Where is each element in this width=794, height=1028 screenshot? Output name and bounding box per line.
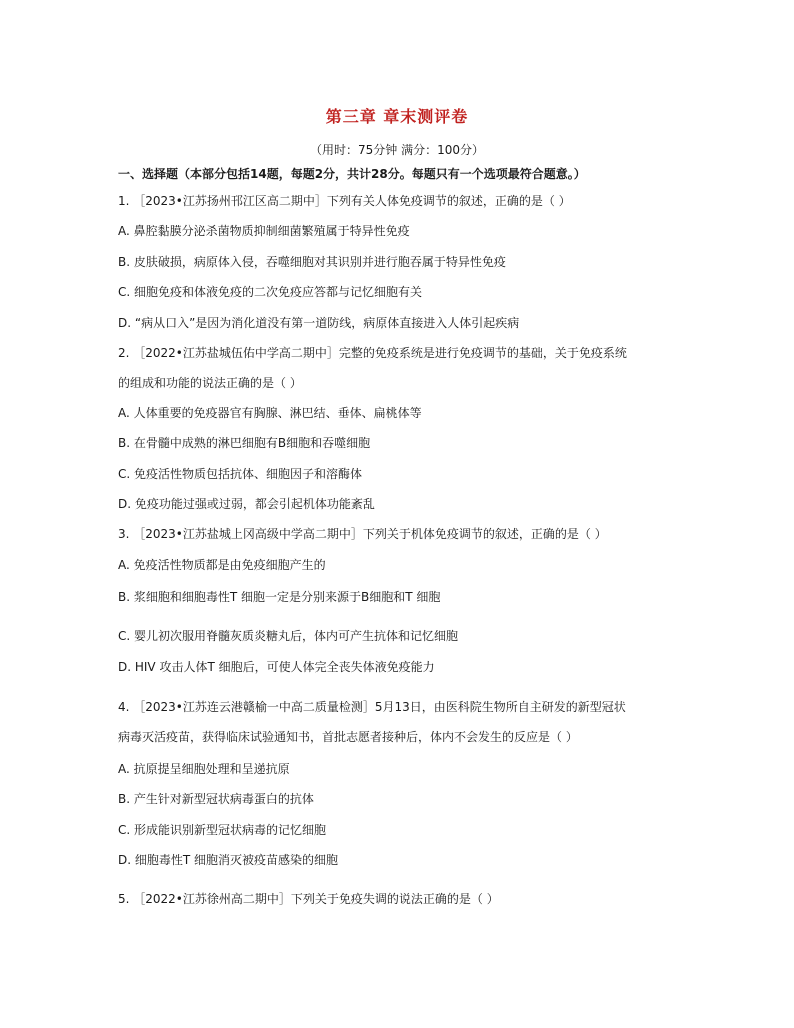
question-3-option-b: B. 浆细胞和细胞毒性T 细胞一定是分别来源于B细胞和T 细胞 [118,590,441,604]
question-4-stem-line-1: 4. ［2023•江苏连云港赣榆一中高二质量检测］5月13日，由医科院生物所自主研发的新型冠状 [118,700,626,714]
section-header: 一、选择题（本部分包括14题，每题2分，共计28分。每题只有一个选项最符合题意。） [118,167,586,181]
question-3-stem: 3. ［2023•江苏盐城上冈高级中学高二期中］下列关于机体免疫调节的叙述，正确的是（ ） [118,527,607,541]
question-2-option-b: B. 在骨髓中成熟的淋巴细胞有B细胞和吞噬细胞 [118,436,371,450]
page-title: 第三章 章末测评卷 [325,107,469,126]
question-4-option-a: A. 抗原提呈细胞处理和呈递抗原 [118,762,290,776]
question-5-stem: 5. ［2022•江苏徐州高二期中］下列关于免疫失调的说法正确的是（ ） [118,892,499,906]
question-4-option-d: D. 细胞毒性T 细胞消灭被疫苗感染的细胞 [118,853,339,867]
question-2-option-a: A. 人体重要的免疫器官有胸腺、淋巴结、垂体、扁桃体等 [118,406,422,420]
question-2-stem-line-1: 2. ［2022•江苏盐城伍佑中学高二期中］完整的免疫系统是进行免疫调节的基础，关于免疫系统 [118,346,627,360]
question-1-option-b: B. 皮肤破损，病原体入侵，吞噬细胞对其识别并进行胞吞属于特异性免疫 [118,255,506,269]
question-2-stem-line-2: 的组成和功能的说法正确的是（ ） [118,376,302,390]
question-1-option-a: A. 鼻腔黏膜分泌杀菌物质抑制细菌繁殖属于特异性免疫 [118,224,410,238]
question-3-option-d: D. HIV 攻击人体T 细胞后，可使人体完全丧失体液免疫能力 [118,660,435,674]
question-4-option-b: B. 产生针对新型冠状病毒蛋白的抗体 [118,792,314,806]
question-3-option-c: C. 婴儿初次服用脊髓灰质炎糖丸后，体内可产生抗体和记忆细胞 [118,629,459,643]
question-3-option-a: A. 免疫活性物质都是由免疫细胞产生的 [118,558,326,572]
exam-info: （用时：75分钟 满分：100分） [310,143,484,157]
question-1-stem: 1. ［2023•江苏扬州邗江区高二期中］下列有关人体免疫调节的叙述，正确的是（ ） [118,194,571,208]
question-2-option-d: D. 免疫功能过强或过弱，都会引起机体功能紊乱 [118,497,375,511]
question-4-stem-line-2: 病毒灭活疫苗，获得临床试验通知书，首批志愿者接种后，体内不会发生的反应是（ ） [118,730,578,744]
question-4-option-c: C. 形成能识别新型冠状病毒的记忆细胞 [118,823,327,837]
question-1-option-d: D. “病从口入”是因为消化道没有第一道防线，病原体直接进入人体引起疾病 [118,316,520,330]
question-2-option-c: C. 免疫活性物质包括抗体、细胞因子和溶酶体 [118,467,363,481]
question-1-option-c: C. 细胞免疫和体液免疫的二次免疫应答都与记忆细胞有关 [118,285,423,299]
